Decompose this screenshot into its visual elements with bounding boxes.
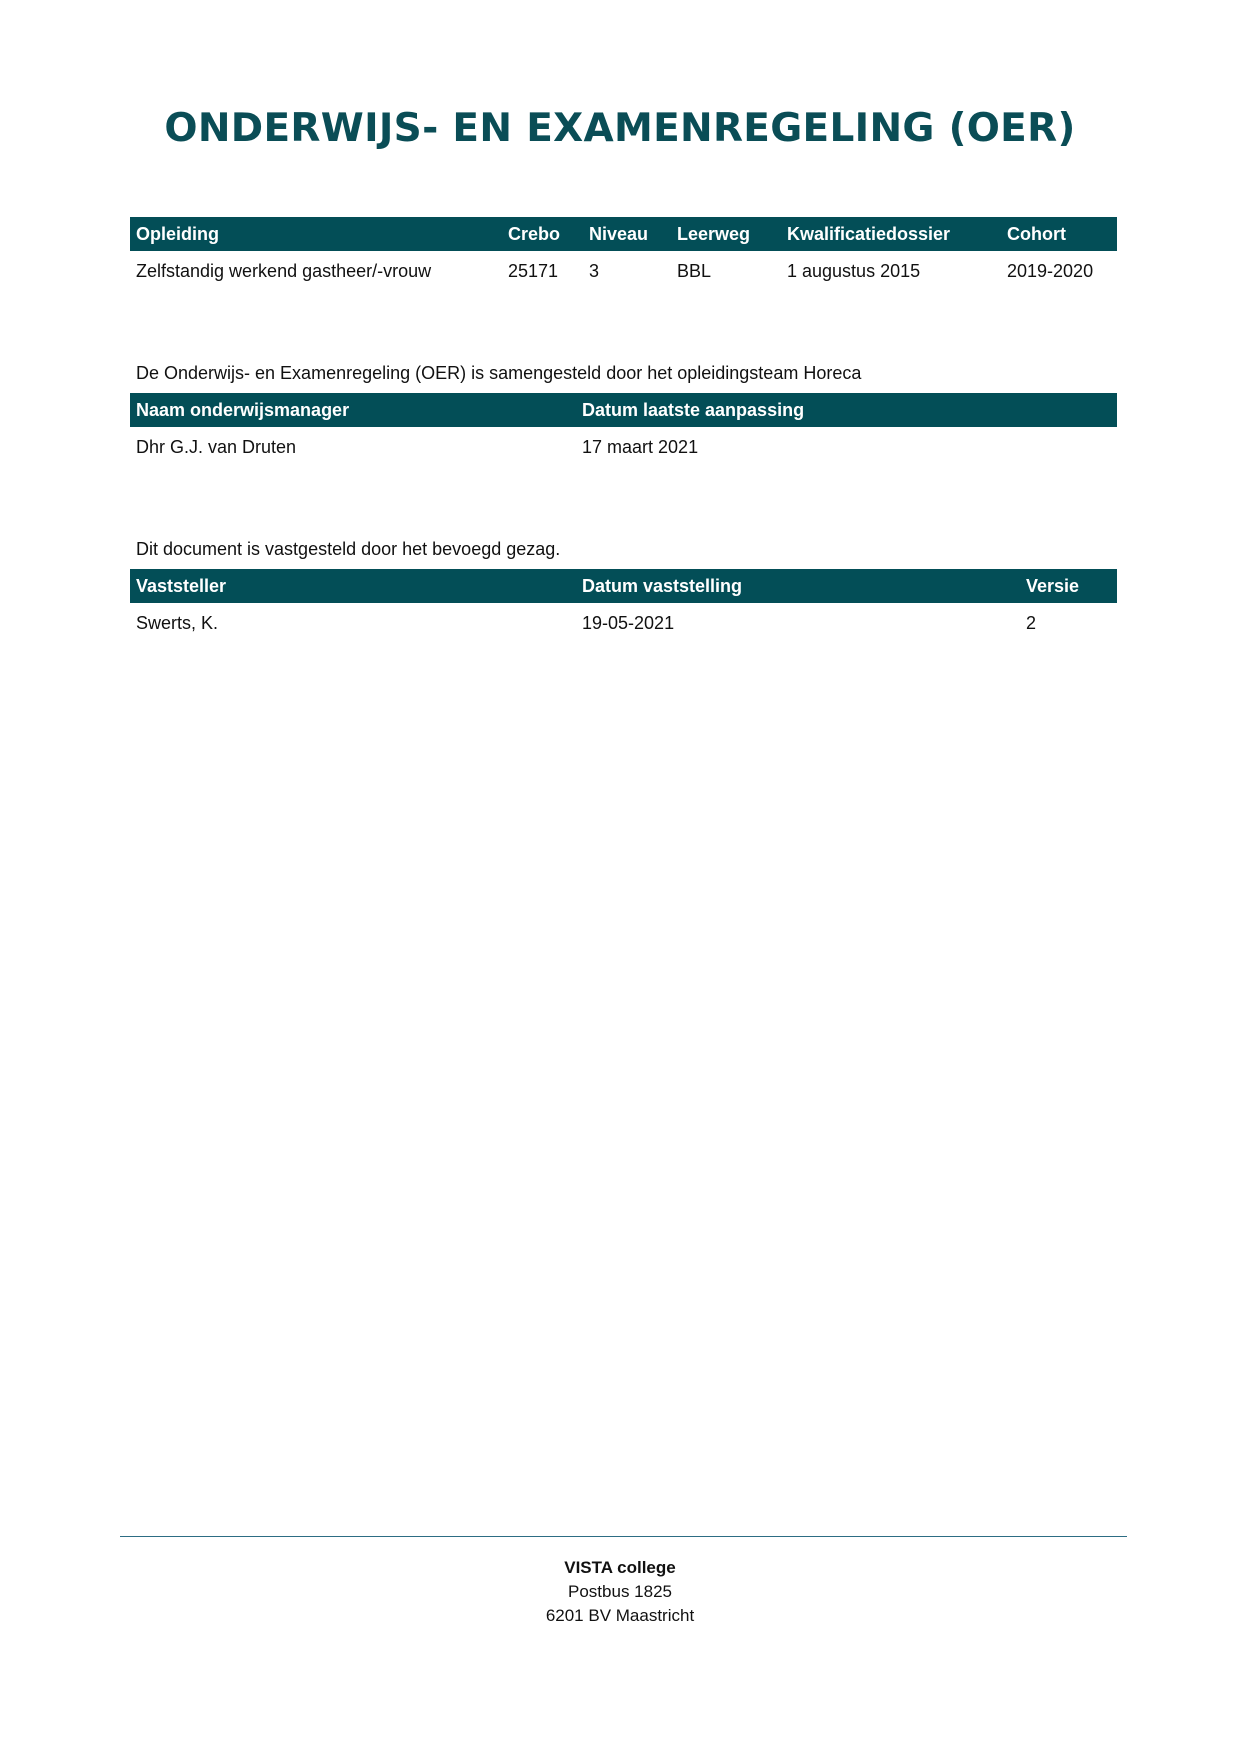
cell-vaststeller: Swerts, K.	[136, 612, 219, 633]
program-table-header-row	[130, 217, 1117, 251]
footer-divider	[120, 1536, 1127, 1537]
cell-crebo: 25171	[508, 260, 559, 281]
header-leerweg: Leerweg	[671, 217, 781, 251]
header-cohort: Cohort	[1001, 217, 1117, 251]
cell-niveau: 3	[589, 260, 600, 281]
manager-table-header-row	[130, 393, 1117, 427]
cell-datum-vaststelling: 19-05-2021	[582, 612, 675, 633]
footer-organization: VISTA college	[564, 1558, 676, 1577]
cell-last-modified-date: 17 maart 2021	[582, 436, 699, 457]
table-row	[130, 251, 1117, 291]
cell-opleiding: Zelfstandig werkend gastheer/-vrouw	[136, 260, 432, 281]
cell-leerweg: BBL	[677, 260, 712, 281]
cell-cohort: 2019-2020	[1007, 260, 1094, 281]
approval-table-header-row	[130, 569, 1117, 603]
table-row	[130, 427, 1117, 467]
header-opleiding: Opleiding	[130, 217, 502, 251]
approval-table	[130, 569, 1117, 643]
table-row	[130, 603, 1117, 643]
header-datum-laatste-aanpassing: Datum laatste aanpassing	[576, 393, 1117, 427]
manager-intro-text: De Onderwijs- en Examenregeling (OER) is samengesteld door het opleidingsteam Horeca	[136, 363, 862, 383]
header-datum-vaststelling: Datum vaststelling	[576, 569, 1020, 603]
header-vaststeller: Vaststeller	[130, 569, 576, 603]
header-kwalificatiedossier: Kwalificatiedossier	[781, 217, 1001, 251]
header-versie: Versie	[1020, 569, 1117, 603]
footer-address-line-1: Postbus 1825	[568, 1582, 672, 1601]
header-naam-onderwijsmanager: Naam onderwijsmanager	[130, 393, 576, 427]
footer	[0, 1556, 1240, 1628]
cell-kwalificatiedossier: 1 augustus 2015	[787, 260, 921, 281]
header-niveau: Niveau	[583, 217, 671, 251]
manager-table	[130, 393, 1117, 467]
header-crebo: Crebo	[502, 217, 583, 251]
cell-versie: 2	[1026, 612, 1037, 633]
approval-intro-text: Dit document is vastgesteld door het bevoegd gezag.	[136, 539, 561, 559]
cell-manager-name: Dhr G.J. van Druten	[136, 436, 297, 457]
document-title: ONDERWIJS- EN EXAMENREGELING (OER)	[164, 106, 1076, 151]
program-table	[130, 217, 1117, 291]
footer-address-line-2: 6201 BV Maastricht	[545, 1606, 695, 1625]
